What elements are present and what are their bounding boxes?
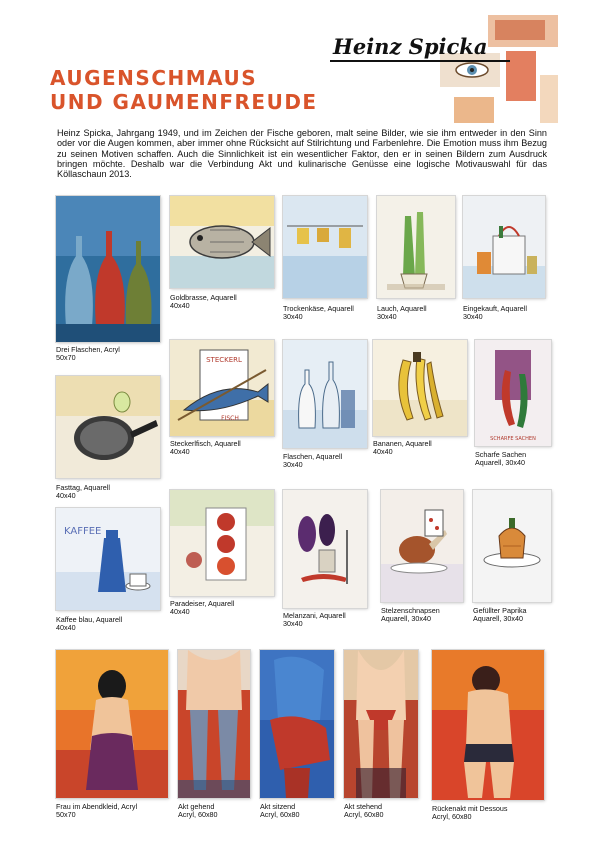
caption-akt-stehend: Akt stehend Acryl, 60x80 [344, 802, 384, 819]
painting-text-fisch: FISCH [221, 415, 239, 422]
artwork-steckerlfisch [170, 340, 274, 436]
artwork-fasttag [56, 376, 160, 478]
caption-gefuellter-paprika: Gefüllter Paprika Aquarell, 30x40 [473, 606, 527, 623]
caption-fasttag: Fasttag, Aquarell 40x40 [56, 483, 110, 500]
artwork-akt-gehend [178, 650, 250, 798]
caption-akt-gehend: Akt gehend Acryl, 60x80 [178, 802, 218, 819]
artwork-paradeiser [170, 490, 274, 596]
artwork-drei-flaschen [56, 196, 160, 342]
artwork-gefuellter-paprika [473, 490, 551, 602]
artwork-akt-stehend [344, 650, 418, 798]
caption-drei-flaschen: Drei Flaschen, Acryl 50x70 [56, 345, 120, 362]
caption-flaschen: Flaschen, Aquarell 30x40 [283, 452, 343, 469]
artwork-frau-im-abendkleid [56, 650, 168, 798]
page-title: AUGENSCHMAUS [50, 66, 258, 90]
artwork-trockenkaese [283, 196, 367, 298]
caption-lauch: Lauch, Aquarell 30x40 [377, 304, 427, 321]
caption-trockenkaese: Trockenkäse, Aquarell 30x40 [283, 304, 354, 321]
caption-akt-sitzend: Akt sitzend Acryl, 60x80 [260, 802, 300, 819]
artwork-scharfe-sachen [475, 340, 551, 446]
artwork-kaffee-blau [56, 508, 160, 610]
signature-underline [330, 60, 510, 62]
caption-stelzenschnapsen: Stelzenschnapsen Aquarell, 30x40 [381, 606, 440, 623]
artwork-melanzani [283, 490, 367, 608]
painting-text-scharfe: SCHARFE SACHEN [490, 436, 536, 442]
artwork-flaschen [283, 340, 367, 448]
artwork-stelzenschnapsen [381, 490, 463, 602]
caption-melanzani: Melanzani, Aquarell 30x40 [283, 611, 346, 628]
caption-paradeiser: Paradeiser, Aquarell 40x40 [170, 599, 235, 616]
painting-text-steckerl: STECKERL [206, 356, 242, 364]
caption-steckerlfisch: Steckerlfisch, Aquarell 40x40 [170, 439, 241, 456]
caption-rueckenakt-mit-dessous: Rückenakt mit Dessous Acryl, 60x80 [432, 804, 508, 821]
artwork-lauch [377, 196, 455, 298]
caption-kaffee-blau: Kaffee blau, Aquarell 40x40 [56, 615, 123, 632]
caption-bananen: Bananen, Aquarell 40x40 [373, 439, 432, 456]
caption-frau-im-abendkleid: Frau im Abendkleid, Acryl 50x70 [56, 802, 138, 819]
caption-eingekauft: Eingekauft, Aquarell 30x40 [463, 304, 527, 321]
caption-goldbrasse: Goldbrasse, Aquarell 40x40 [170, 293, 237, 310]
artwork-akt-sitzend [260, 650, 334, 798]
artwork-goldbrasse [170, 196, 274, 288]
header-collage-artwork [440, 15, 560, 125]
artwork-bananen [373, 340, 467, 436]
painting-text-kaffee: KAFFEE [64, 526, 102, 537]
artist-signature: Heinz Spicka [333, 34, 488, 59]
artwork-rueckenakt-mit-dessous [432, 650, 544, 800]
artwork-eingekauft [463, 196, 545, 298]
intro-text: Heinz Spicka, Jahrgang 1949, und im Zeichen der Fische geboren, malt seine Bilder, wie sie ihm entweder in den Sinn oder vor die Augen kommen, aber immer ohne Rücksicht auf Stilrichtung und Farbenlehre. Die Emotion muss ihm Bezug zu seinen Motiven schaffen. Auch die Sinnlichkeit ist ein wesentlicher Faktor, den er in seinen Bildern zum Ausdruck bringen möchte. Deshalb war die Verbindung Akt und kulinarische Genüsse eine logische Motivauswahl für das Köllaschaun 2013. [57, 128, 547, 180]
caption-scharfe-sachen: Scharfe Sachen Aquarell, 30x40 [475, 450, 527, 467]
page-subtitle: UND GAUMENFREUDE [50, 90, 318, 114]
